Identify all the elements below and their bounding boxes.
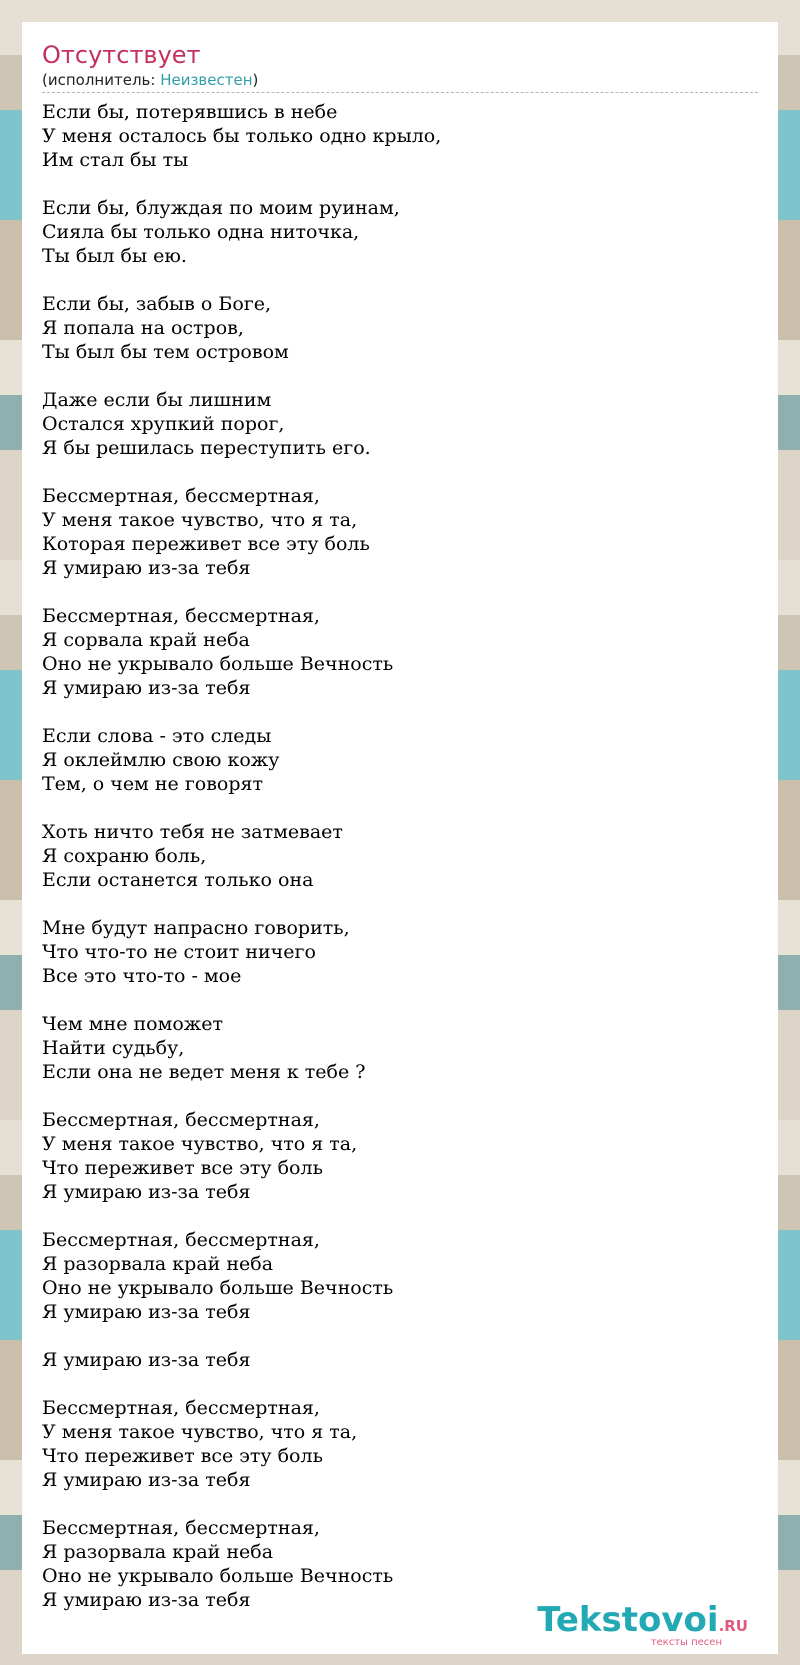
lyrics-stanza [42,1396,758,1492]
lyrics-line: Бессмертная, бессмертная, [42,1229,320,1251]
lyrics-line: Бессмертная, бессмертная, [42,485,320,507]
lyrics-line: Я оклеймлю свою кожу [42,749,280,771]
lyrics-stanza [42,196,758,268]
lyrics-stanza [42,1348,758,1372]
lyrics-stanza [42,100,758,172]
lyrics-line: Я умираю из-за тебя [42,1469,251,1491]
lyrics-line: Оно не укрывало больше Вечность [42,1565,394,1587]
lyrics-stanza [42,916,758,988]
lyrics-line: У меня осталось бы только одно крыло, [42,125,442,147]
lyrics-line: Которая переживет все эту боль [42,533,370,555]
lyrics-line: Я сохраню боль, [42,845,207,867]
artist-suffix: ) [252,71,259,89]
lyrics-line: У меня такое чувство, что я та, [42,1133,358,1155]
lyrics-line: Я бы решилась переступить его. [42,437,371,459]
lyrics-stanza [42,1012,758,1084]
lyrics-stanza [42,1228,758,1324]
lyrics-line: Даже если бы лишним [42,389,272,411]
lyrics-line: Оно не укрывало больше Вечность [42,653,394,675]
lyrics-line: Бессмертная, бессмертная, [42,1397,320,1419]
lyrics-line: Я разорвала край неба [42,1253,274,1275]
lyrics-line: Найти судьбу, [42,1037,185,1059]
lyrics-line: Мне будут напрасно говорить, [42,917,350,939]
lyrics-page [22,22,778,1654]
song-title: Отсутствует [42,41,201,69]
logo-tld: .RU [718,1617,748,1635]
lyrics-stanza [42,388,758,460]
artist-line [42,70,758,90]
lyrics-line: Я умираю из-за тебя [42,557,251,579]
lyrics-line: Я сорвала край неба [42,629,250,651]
lyrics-line: Ты был бы тем островом [42,341,289,363]
lyrics-line: Я умираю из-за тебя [42,1589,251,1611]
lyrics-line: Что переживет все эту боль [42,1157,323,1179]
lyrics-stanza [42,820,758,892]
lyrics-line: Если слова - это следы [42,725,272,747]
lyrics-stanza [42,292,758,364]
lyrics-line: Все это что-то - мое [42,965,242,987]
artist-prefix: (исполнитель: [42,71,161,89]
lyrics-line: Им стал бы ты [42,149,189,171]
lyrics-line: Оно не укрывало больше Вечность [42,1277,394,1299]
lyrics-line: Тем, о чем не говорят [42,773,264,795]
lyrics-line: Если бы, потерявшись в небе [42,101,338,123]
logo-tagline: тексты песен [650,1637,722,1648]
lyrics-line: Ты был бы ею. [42,245,187,267]
lyrics-line: Я умираю из-за тебя [42,1301,251,1323]
lyrics-line: Я умираю из-за тебя [42,1181,251,1203]
song-header [42,40,758,93]
artist-link[interactable]: Неизвестен [160,71,253,89]
lyrics-line: Бессмертная, бессмертная, [42,1517,320,1539]
lyrics-line: Бессмертная, бессмертная, [42,1109,320,1131]
lyrics-stanza [42,484,758,580]
site-logo[interactable] [537,1600,748,1648]
lyrics-line: Остался хрупкий порог, [42,413,285,435]
logo-name: Tekstovoi [537,1600,719,1640]
lyrics-stanza [42,1108,758,1204]
lyrics-line: У меня такое чувство, что я та, [42,509,358,531]
lyrics-line: Если останется только она [42,869,314,891]
lyrics-line: Я умираю из-за тебя [42,677,251,699]
lyrics-line: Что что-то не стоит ничего [42,941,316,963]
lyrics-line: Сияла бы только одна ниточка, [42,221,360,243]
lyrics-stanza [42,1516,758,1612]
lyrics-line: Если бы, забыв о Боге, [42,293,272,315]
lyrics-stanza [42,604,758,700]
lyrics-line: Я разорвала край неба [42,1541,274,1563]
lyrics-line: Чем мне поможет [42,1013,224,1035]
lyrics-stanza [42,724,758,796]
lyrics-text [42,100,758,1636]
lyrics-line: У меня такое чувство, что я та, [42,1421,358,1443]
lyrics-line: Хоть ничто тебя не затмевает [42,821,343,843]
lyrics-line: Если она не ведет меня к тебе ? [42,1061,366,1083]
lyrics-line: Что переживет все эту боль [42,1445,323,1467]
lyrics-line: Я попала на остров, [42,317,244,339]
lyrics-line: Если бы, блуждая по моим руинам, [42,197,400,219]
lyrics-line: Бессмертная, бессмертная, [42,605,320,627]
lyrics-line: Я умираю из-за тебя [42,1349,251,1371]
